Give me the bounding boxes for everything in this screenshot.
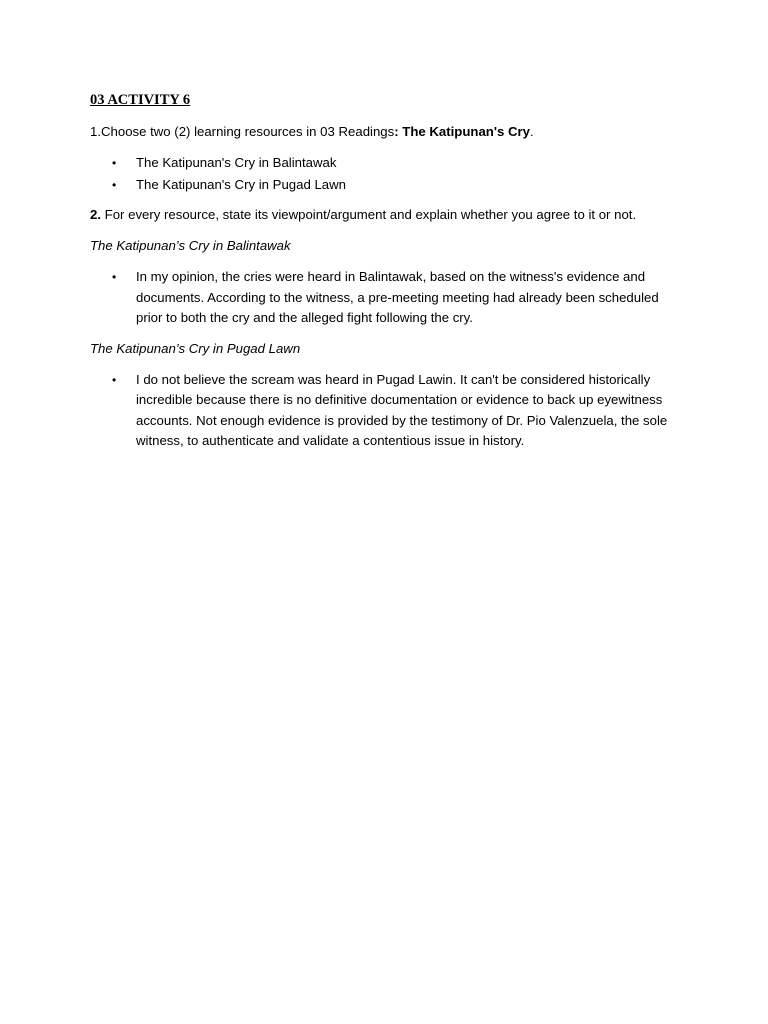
question-1-bold: : The Katipunan's Cry: [394, 124, 530, 139]
question-2-number: 2.: [90, 207, 101, 222]
question-2-text: For every resource, state its viewpoint/argument and explain whether you agree to it or not.: [101, 207, 637, 222]
bullet-icon: •: [112, 270, 117, 284]
list-item: [90, 370, 690, 452]
activity-heading: 03 ACTIVITY 6: [90, 92, 191, 108]
section-title-pugad-lawn: The Katipunan’s Cry in Pugad Lawn: [90, 340, 301, 356]
bullet-icon: •: [112, 156, 117, 170]
question-1-suffix: .: [529, 124, 534, 139]
answer-list-pugad-lawn: [90, 370, 690, 452]
list-item: [90, 153, 690, 174]
question-1: [90, 122, 690, 142]
document-content: [90, 90, 690, 462]
answer-pugad-lawn: I do not believe the scream was heard in Pugad Lawin. It can't be considered historically incredible because there is no definitive documentation or evidence to back up eyewitness accounts. Not enough evidence is provided by the testimony of Dr. Pio Valenzuela, the sole witness, to authenticate and validate a contentious issue in history.: [136, 371, 668, 448]
resource-item-pugad-lawn: The Katipunan's Cry in Pugad Lawn: [136, 176, 346, 192]
bullet-icon: •: [112, 177, 117, 192]
answer-balintawak: In my opinion, the cries were heard in Balintawak, based on the witness's evidence and documents. According to the witness, a pre-meeting meeting had already been scheduled prior to both the cry and the alleged fight following the cry.: [136, 269, 659, 325]
resource-item-balintawak: The Katipunan's Cry in Balintawak: [136, 155, 337, 170]
bullet-icon: •: [112, 372, 117, 387]
resource-list: [90, 153, 690, 195]
list-item: [90, 267, 690, 329]
answer-list-balintawak: [90, 267, 690, 329]
list-item: [90, 175, 690, 196]
question-1-text: 1.Choose two (2) learning resources in 03 Readings: [90, 124, 395, 139]
question-2: [90, 205, 690, 225]
section-title-balintawak: The Katipunan’s Cry in Balintawak: [90, 238, 291, 253]
